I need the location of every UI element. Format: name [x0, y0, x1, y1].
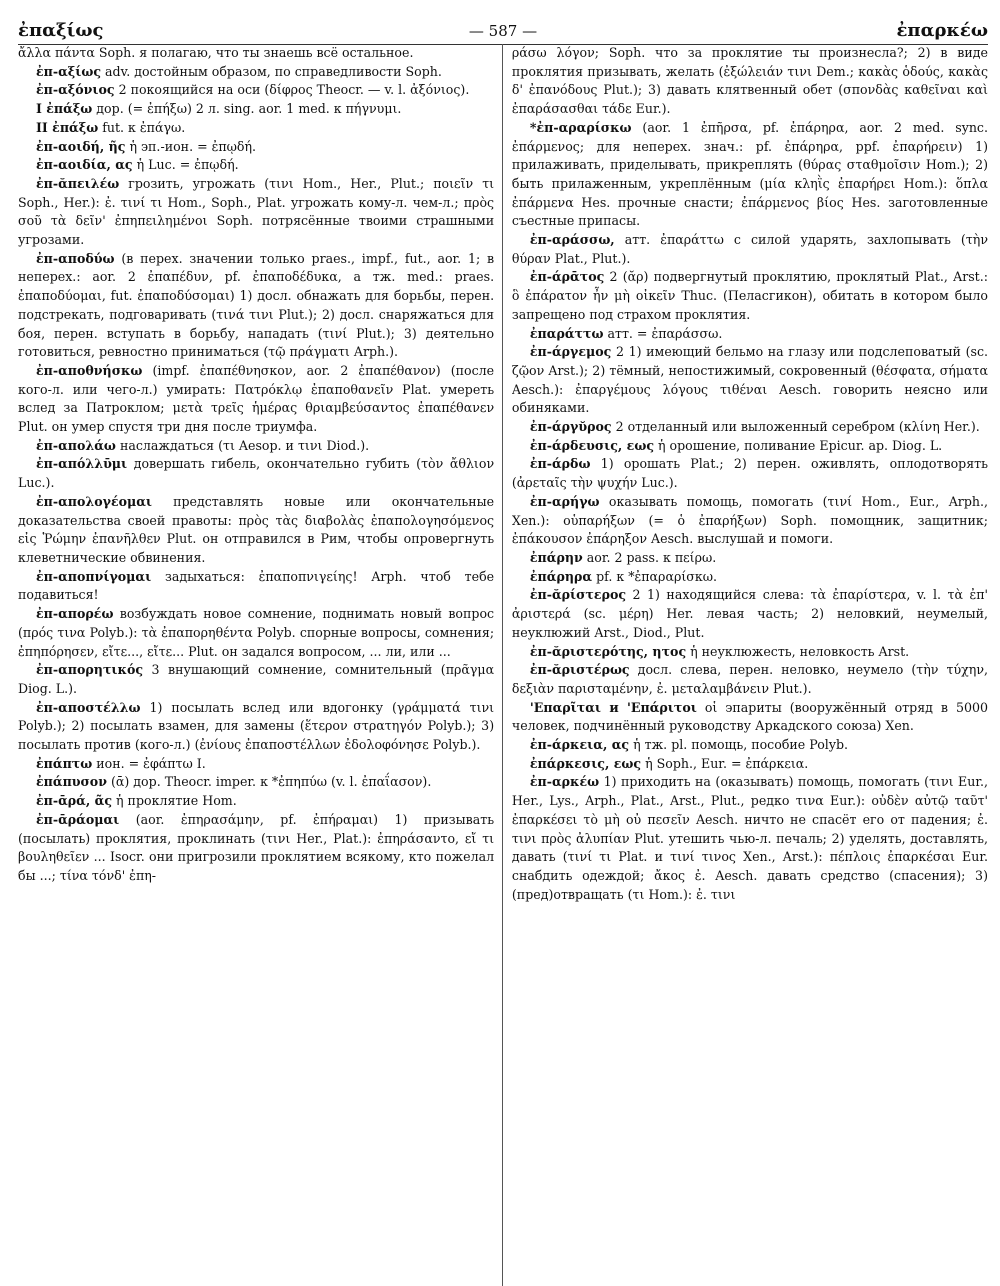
entry-headword: ἐπάπυσον	[36, 774, 107, 790]
entry-definition: ἡ эп.-ион. = ἐπῳδή.	[125, 138, 257, 154]
entry-definition: adv. достойным образом, по справедливости Soph.	[101, 63, 442, 79]
left-column	[18, 44, 494, 1286]
entry-definition: pf. к *ἐπαραρίσκω.	[592, 568, 718, 584]
entry-headword: ἐπ-αρήγω	[529, 493, 600, 509]
entry-definition: 2 покоящийся на оси (δίφρος Theocr. — v. l. ἀξόνιος).	[114, 82, 470, 98]
entry-definition: ἡ Soph., Eur. = ἐπάρκεια.	[641, 755, 809, 771]
entry-headword: ἐπ-άρκεια, ας	[529, 737, 630, 753]
dictionary-entry	[512, 586, 988, 642]
dictionary-entry	[18, 605, 494, 661]
entry-definition: 2 отделанный или выложенный серебром (κλίνη Her.).	[611, 419, 980, 435]
entry-definition: 1) посылать вслед или вдогонку (γράμματά τινι Polyb.); 2) посылать взамен, для замены (ἕτερον στρατηγόν Polyb.); 3) посылать против (кого-л.) (ἐνίους ἐπαποστέλλων ἐδολοφόνησε Polyb.).	[18, 699, 495, 753]
dictionary-entry	[512, 231, 988, 268]
dictionary-entry	[18, 81, 494, 100]
entry-definition: (в перех. значении только praes., impf., fut., aor. 1; в неперех.: aor. 2 ἐπαπέδυν, pf. ἐπαποδέδυκα, а тж. med.: praes. ἐπαποδύομαι, fut. ἐπαποδύσομαι) 1) досл. обнажать для борьбы, перен. подстрекать, подговаривать (τινά τινι Plut.); 2) досл. снаряжаться для боя, перен. вступать в борьбу, нападать (τινί Plut.); 3) деятельно готовиться, ревностно приниматься (τῷ πράγματι Arph.).	[18, 250, 495, 360]
entry-definition: 2 1) имеющий бельмо на глазу или подслеповатый (sc. ζῷον Arst.); 2) тёмный, непостижимый, сокровенный (θέσφατα, σήματα Aesch.): ἐπαργέμους λόγους τιθέναι Aesch. говорить неясно или обиняками.	[511, 344, 988, 416]
header-left-catchword: ἐπαξίως	[18, 20, 104, 41]
entry-headword: ἐπαράττω	[529, 325, 604, 341]
dictionary-entry	[18, 100, 494, 119]
entry-headword: ἐπ-ᾰριστερότης, ητος	[529, 643, 687, 659]
page-number: — 587 —	[468, 22, 538, 40]
entry-headword: ἐπ-απολογέομαι	[36, 493, 153, 509]
entry-definition: ἡ тж. pl. помощь, пособие Polyb.	[629, 737, 849, 753]
entry-headword: ἐπ-αράσσω,	[529, 232, 615, 248]
dictionary-entry	[512, 568, 988, 587]
entry-definition: атт. ἐπαράττω с силой ударять, захлопывать (τὴν θύραν Plat., Plut.).	[511, 232, 988, 266]
entry-headword: ἐπ-αξίως	[36, 63, 102, 79]
entry-definition: ράσω λόγον; Soph. что за проклятие ты произнесла?; 2) в виде проклятия призывать, желать (ἐξώλειάν τινι Dem.; κακὰς ὁδούς, κακὰς δ' ἐπανόδους Plut.); 3) давать клятвенный обет (σπονδὰς καθεῖναι καὶ ἐπαράσασθαι τάδε Eur.).	[511, 45, 988, 117]
dictionary-entry	[512, 325, 988, 344]
entry-definition: ἡ проклятие Hom.	[112, 793, 237, 809]
entry-definition: довершать гибель, окончательно губить (τὸν ἄθλιον Luc.).	[18, 456, 495, 491]
dictionary-entry	[18, 755, 494, 774]
entry-definition: aor. 2 pass. к πείρω.	[582, 549, 717, 565]
entry-definition: (aor. 1 ἐπῆρσα, pf. ἐπάρηρα, aor. 2 med. sync. ἐπάρμενος; для неперех. знач.: pf. ἐπάρηρα, ppf. ἐπαρήρειν) 1) прилаживать, приделывать, прикреплять (θύρας σταθμοῖσιν Hom.); 2) быть прилаженным, укреплённым (μία κληῒς ἐπαρήρει Hom.): ὅπλα ἐπάρμενα Hes. прочные снасти; ἐπάρμενος βίος Hes. заготовленные съестные припасы.	[511, 119, 988, 229]
entry-headword: ἐπ-άρᾱτος	[529, 269, 605, 285]
columns	[18, 44, 988, 1286]
dictionary-entry	[512, 268, 988, 324]
entry-headword: ἐπ-αρκέω	[529, 774, 600, 790]
entry-definition: грозить, угрожать (τινι Hom., Her., Plut.; ποιεῖν τι Soph., Her.): ἐ. τινί τι Hom., Soph., Plat. угрожать кому-л. чем-л.; πρὸς σοῦ τὰ δεῖν' ἐπηπειλημένοι Soph. потрясённые твоими страшными угрозами.	[18, 175, 495, 248]
dictionary-entry	[512, 549, 988, 568]
dictionary-entry	[512, 736, 988, 755]
dictionary-entry	[512, 437, 988, 456]
entry-headword: ἐπ-αποδύω	[36, 250, 115, 266]
entry-definition: дор. (= ἐπήξω) 2 л. sing. aor. 1 med. к πήγνυμι.	[92, 101, 402, 117]
entry-headword: ἐπ-ᾱράομαι	[36, 811, 120, 827]
dictionary-entry	[18, 455, 494, 492]
entry-headword: ἐπ-ᾰριστέρως	[529, 662, 630, 678]
column-gap	[494, 44, 512, 1286]
entry-headword: ἐπ-άρδω	[529, 456, 591, 472]
entry-definition: οἱ эпариты (вооружённый отряд в 5000 человек, подчинённый руководству Аркадского союза) Xen.	[511, 699, 988, 734]
entry-definition: задыхаться: ἐπαποπνιγείης! Arph. чтоб тебе подавиться!	[18, 568, 495, 603]
dictionary-entry	[18, 175, 494, 250]
dictionary-entry	[18, 138, 494, 157]
entry-headword: ἐπ-αξόνιος	[36, 82, 115, 98]
entry-headword: ἐπ-ᾱρά, ᾶς	[36, 793, 112, 809]
dictionary-entry	[18, 568, 494, 605]
entry-headword: ἐπ-απόλλῡμι	[36, 456, 128, 472]
entry-headword: ἐπ-άργῠρος	[529, 419, 612, 435]
entry-headword: ἐπ-αποθνήσκω	[36, 362, 143, 378]
dictionary-entry	[18, 493, 494, 568]
dictionary-entry	[512, 699, 988, 736]
entry-headword: ἐπ-ᾰπειλέω	[36, 175, 120, 191]
entry-definition: ион. = ἐφάπτω I.	[92, 755, 206, 771]
dictionary-entry	[512, 643, 988, 662]
right-column	[512, 44, 988, 1286]
entry-definition: атт. = ἐπαράσσω.	[603, 325, 723, 341]
dictionary-entry	[18, 63, 494, 82]
entry-headword: ἐπ-αοιδία, ας	[36, 157, 133, 173]
dictionary-entry	[512, 493, 988, 549]
dictionary-entry	[18, 119, 494, 138]
entry-headword: ἐπάρκεσις, εως	[529, 755, 642, 771]
entry-definition: возбуждать новое сомнение, поднимать новый вопрос (πρός τινα Polyb.): τὰ ἐπαπορηθέντα Polyb. спорные вопросы, сомнения; ἐπηπόρησεν, εἴτε..., εἴτε... Plut. он задался вопросом, ... ли, или ...	[18, 606, 495, 659]
dictionary-entry	[512, 119, 988, 231]
dictionary-entry	[512, 343, 988, 418]
entry-definition: (ᾱ) дор. Theocr. imper. к *ἐπηπύω (v. l. ἐπαΐασον).	[106, 774, 432, 790]
dictionary-entry	[512, 773, 988, 904]
entry-headword: I ἐπάξω	[36, 101, 93, 117]
entry-definition: fut. к ἐπάγω.	[98, 119, 186, 135]
dictionary-entry	[18, 437, 494, 456]
entry-headword: ἐπ-απολάω	[36, 437, 116, 453]
entry-headword: ἐπ-αποπνίγομαι	[36, 568, 152, 584]
entry-headword: ἐπ-αποστέλλω	[36, 699, 141, 715]
entry-definition: ἡ неуклюжесть, неловкость Arst.	[686, 643, 910, 659]
entry-headword: ἐπ-απορέω	[36, 606, 114, 622]
entry-headword: ἐπ-αοιδή, ῆς	[36, 138, 126, 154]
entry-definition: 1) приходить на (оказывать) помощь, помогать (τινι Eur., Her., Lys., Arph., Plat., Arst., Plut., редко τινα Eur.): οὐδὲν αὐτῷ ταῦτ' ἐπαρκέσει τὸ μὴ οὐ πεσεῖν Aesch. ничто не спасёт его от падения; ἐ. τινι πρὸς ἀλυπίαν Plut. утешить чью-л. печаль; 2) уделять, доставлять, давать (τινί τι Plat. и τινί τινος Xen., Arst.): πέπλοις ἐπαρκέσαι Eur. снабдить одеждой; ἄκος ἐ. Aesch. давать средство (спасения); 3) (пред)отвращать (τι Hom.): ἐ. τινι	[511, 774, 988, 902]
entry-definition: представлять новые или окончательные доказательства своей правоты: πρὸς τὰς διαβολὰς ἐπαπολογησόμενος εἰς Ῥώμην ἐπανῆλθεν Plut. он отправился в Рим, чтобы опровергнуть клеветнические обвинения.	[18, 493, 495, 565]
entry-definition: 1) орошать Plat.; 2) перен. оживлять, оплодотворять (ἀρεταῖς τὴν ψυχήν Luc.).	[511, 456, 988, 491]
dictionary-entry	[18, 156, 494, 175]
dictionary-entry	[18, 44, 494, 63]
dictionary-entry	[18, 792, 494, 811]
entry-headword: ἐπ-απορητικός	[36, 662, 144, 678]
entry-headword: ἐπ-άργεμος	[529, 344, 612, 360]
page-header	[18, 10, 988, 45]
dictionary-entry	[18, 773, 494, 792]
entry-headword: 'Επαρῖται и 'Επάριτοι	[529, 699, 697, 715]
entry-definition: ἡ орошение, поливание Epicur. ap. Diog. L.	[653, 437, 943, 453]
entry-headword: ἐπ-ᾰρίστερος	[529, 587, 627, 603]
entry-definition: досл. слева, перен. неловко, неумело (τὴν τύχην, δεξιὰν παρισταμένην, ἐ. μεταλαμβάνειν Plut.).	[511, 662, 988, 696]
dictionary-entry	[18, 811, 494, 886]
entry-definition: ἡ Luc. = ἐπῳδή.	[132, 157, 239, 173]
dictionary-entry	[18, 661, 494, 698]
entry-headword: ἐπάρην	[529, 549, 583, 565]
dictionary-entry	[18, 699, 494, 755]
dictionary-entry	[18, 250, 494, 362]
entry-headword: II ἐπάξω	[36, 119, 99, 135]
dictionary-entry	[18, 362, 494, 437]
dictionary-entry	[512, 661, 988, 698]
entry-definition: наслаждаться (τι Aesop. и τινι Diod.).	[115, 437, 370, 453]
column-divider	[502, 44, 503, 1286]
header-right-catchword: ἐπαρκέω	[896, 20, 988, 41]
entry-headword: *ἐπ-αραρίσκω	[529, 119, 632, 135]
entry-definition: (impf. ἐπαπέθνησκον, aor. 2 ἐπαπέθανον) (после кого-л. или чего-л.) умирать: Πατρόκλῳ ἐπαποθανεῖν Plat. умереть вслед за Патроклом; μετὰ τρεῖς ἡμέρας θριαμβεύσαντος ἐπαπέθανεν Plut. он умер спустя три дня после триумфа.	[18, 362, 495, 435]
entry-definition: 3 внушающий сомнение, сомнительный (πρᾶγμα Diog. L.).	[18, 662, 495, 696]
entry-headword: ἐπάπτω	[36, 755, 93, 771]
entry-definition: (aor. ἐπηρασάμην, pf. ἐπήραμαι) 1) призывать (посылать) проклятия, проклинать (τινι Her., Plat.): ἐπηράσαντο, εἴ τι βουληθεῖεν ... Isocr. они пригрозили проклятием всякому, кто пожелал бы ...; τίνα τόνδ' ἐπη-	[18, 811, 495, 883]
dictionary-entry	[512, 418, 988, 437]
dictionary-entry	[512, 455, 988, 492]
dictionary-entry	[512, 44, 988, 119]
entry-headword: ἐπ-άρδευσις, εως	[529, 437, 654, 453]
entry-definition: оказывать помощь, помогать (τινί Hom., Eur., Arph., Xen.): οὑπαρήξων (= ὁ ἐπαρήξων) Soph. помощник, защитник; ἐπάκουσον ἐπάρηξον Aesch. выслушай и помоги.	[511, 493, 988, 547]
entry-definition: ἄλλα πάντα Soph. я полагаю, что ты знаешь всё остальное.	[18, 45, 414, 60]
dictionary-entry	[512, 755, 988, 774]
entry-headword: ἐπάρηρα	[529, 568, 593, 584]
entry-definition: 2 1) находящийся слева: τὰ ἐπαρίστερα, v. l. τὰ ἐπ' ἀριστερά (sc. μέρη) Her. левая часть; 2) неловкий, неумелый, неуклюжий Arst., Diod., Plut.	[511, 587, 988, 640]
entry-definition: 2 (ᾰρ) подвергнутый проклятию, проклятый Plat., Arst.: ὃ ἐπάρατον ἦν μὴ οἰκεῖν Thuc. (Пеласгикон), обитать в котором было запрещено под страхом проклятия.	[511, 269, 988, 322]
